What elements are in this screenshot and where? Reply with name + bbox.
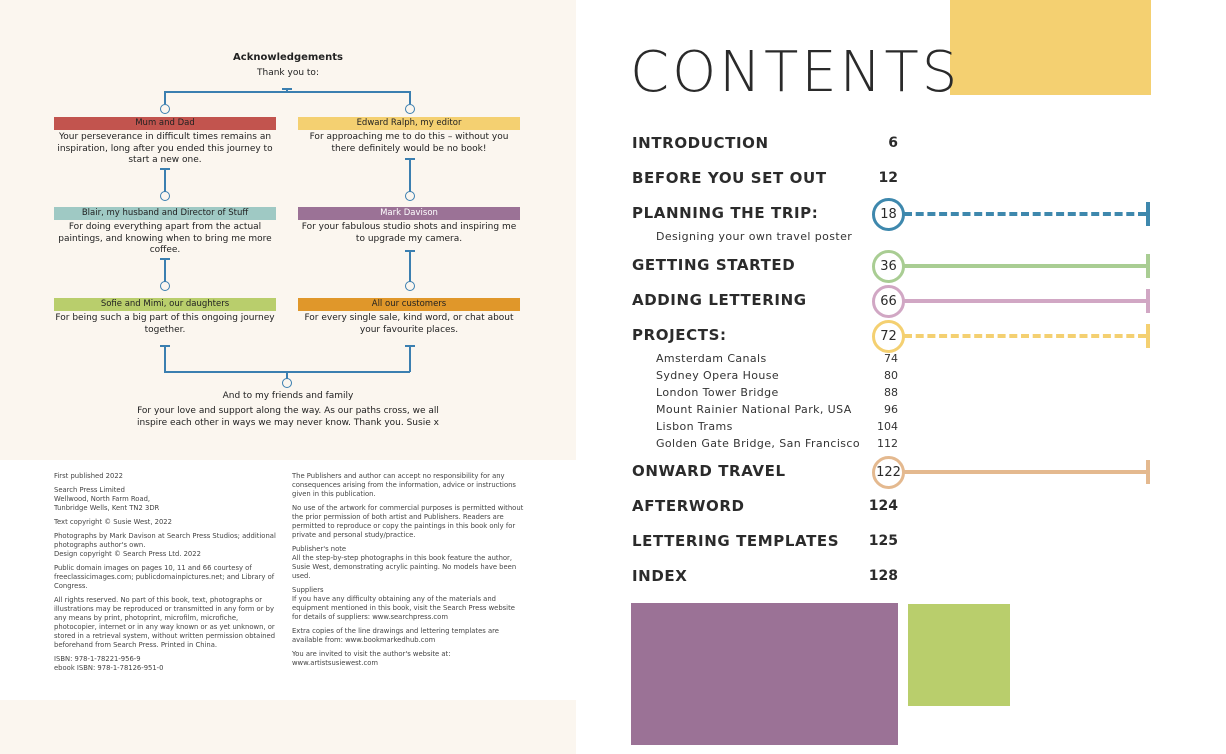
connector — [164, 345, 166, 372]
connector — [409, 345, 411, 372]
connector — [409, 91, 411, 104]
toc-entry-label: INDEX — [632, 567, 688, 585]
description-mum-and-dad: Your perseverance in difficult times remains an inspiration, long after you ended this journey to start a new one. — [57, 132, 273, 165]
toc-line-end-cap — [1146, 202, 1150, 226]
toc-line-end-cap — [1146, 324, 1150, 348]
green-decor-block — [908, 604, 1010, 706]
connector — [405, 158, 415, 160]
friends-family-title: And to my friends and family — [222, 391, 354, 401]
yellow-decor-block — [950, 0, 1151, 95]
imprint-paragraph: Public domain images on pages 10, 11 and 66 courtesy of freeclassicimages.com; publicdomainpictures.net; and Library of Congress. — [54, 564, 275, 590]
toc-sub-entry-label: London Tower Bridge — [656, 386, 779, 399]
node-dot — [405, 281, 415, 291]
connector — [160, 345, 170, 347]
imprint-paragraph: ISBN: 978-1-78221-956-9 ebook ISBN: 978-1-78126-951-0 — [54, 655, 164, 672]
toc-page-circle: 18 — [872, 198, 905, 231]
toc-connector-line — [904, 470, 1146, 474]
toc-entry-label: ONWARD TRAVEL — [632, 462, 786, 480]
node-dot — [160, 281, 170, 291]
description-edward-ralph: For approaching me to do this – without you there definitely would be no book! — [309, 132, 509, 154]
description-mark-davison: For your fabulous studio shots and inspiring me to upgrade my camera. — [301, 222, 517, 244]
connector — [160, 258, 170, 260]
imprint-paragraph: Text copyright © Susie West, 2022 — [54, 518, 172, 526]
toc-entry-label: PLANNING THE TRIP: — [632, 204, 819, 222]
toc-line-end-cap — [1146, 289, 1150, 313]
toc-sub-entry-page: 112 — [877, 437, 898, 450]
toc-entry-label: ADDING LETTERING — [632, 291, 807, 309]
toc-sub-entry-page: 88 — [884, 386, 898, 399]
imprint-paragraph: First published 2022 — [54, 472, 123, 480]
imprint-paragraph: All rights reserved. No part of this book, text, photographs or illustrations may be reproduced or transmitted in any form or by any means by print, photoprint, microfilm, microfiche, photocopier, internet or in any way known or as yet unknown, or stored in a retrieval system, without written permission obtained beforehand from Search Press. Printed in China. — [54, 596, 276, 649]
toc-page-circle: 122 — [872, 456, 905, 489]
connector — [164, 168, 166, 192]
connector — [405, 250, 415, 252]
toc-sub-entry-page: 96 — [884, 403, 898, 416]
node-dot — [405, 104, 415, 114]
toc-page-circle: 72 — [872, 320, 905, 353]
imprint-paragraph: Suppliers If you have any difficulty obtaining any of the materials and equipment mentioned in this book, visit the Search Press website for details of suppliers: www.searchpress.com — [292, 586, 515, 621]
imprint-paragraph: Publisher's note All the step-by-step photographs in this book feature the author, Susie West, demonstrating acrylic painting. No models have been used. — [292, 545, 517, 580]
description-all-customers: For every single sale, kind word, or chat about your favourite places. — [304, 313, 514, 335]
connector — [409, 158, 411, 192]
purple-decor-block — [631, 603, 898, 745]
imprint-paragraph: You are invited to visit the author's website at: www.artistsusiewest.com — [292, 650, 451, 667]
toc-sub-entry-label: Golden Gate Bridge, San Francisco — [656, 437, 860, 450]
name-box-sofie-and-mimi: Sofie and Mimi, our daughters — [54, 298, 276, 311]
toc-dashed-line — [904, 212, 1146, 216]
toc-line-end-cap — [1146, 460, 1150, 484]
toc-page-number: 128 — [868, 568, 898, 584]
contents-title: CONTENTS — [630, 40, 961, 105]
acknowledgements-title: Acknowledgements — [233, 52, 343, 63]
toc-page-circle: 36 — [872, 250, 905, 283]
toc-page-number: 6 — [888, 135, 898, 151]
imprint-left-column — [54, 472, 282, 678]
name-box-all-customers: All our customers — [298, 298, 520, 311]
node-dot — [160, 104, 170, 114]
toc-dashed-line — [904, 334, 1146, 338]
toc-entry-label: PROJECTS: — [632, 326, 727, 344]
toc-entry-label: LETTERING TEMPLATES — [632, 532, 840, 550]
toc-sub-entry-page: 80 — [884, 369, 898, 382]
imprint-paragraph: Photographs by Mark Davison at Search Press Studios; additional photographs author's own. Design copyright © Search Press Ltd. 2022 — [54, 532, 276, 558]
friends-family-text: For your love and support along the way. As our paths cross, we all inspire each other in ways we may never know. Thank you. Susie x — [137, 406, 439, 428]
connector — [409, 250, 411, 282]
toc-sub-entry-label: Amsterdam Canals — [656, 352, 767, 365]
toc-sub-entry-label: Sydney Opera House — [656, 369, 780, 382]
toc-sub-entry-label: Designing your own travel poster — [656, 230, 853, 243]
toc-entry-label: AFTERWORD — [632, 497, 745, 515]
connector — [164, 258, 166, 282]
name-box-mark-davison: Mark Davison — [298, 207, 520, 220]
name-box-edward-ralph: Edward Ralph, my editor — [298, 117, 520, 130]
toc-connector-line — [904, 264, 1146, 268]
connector — [405, 345, 415, 347]
acknowledgements-subtitle: Thank you to: — [257, 68, 319, 78]
node-dot — [282, 378, 292, 388]
connector — [160, 168, 170, 170]
imprint-paragraph: Search Press Limited Wellwood, North Farm Road, Tunbridge Wells, Kent TN2 3DR — [54, 486, 160, 512]
toc-connector-line — [904, 299, 1146, 303]
toc-entry-label: BEFORE YOU SET OUT — [632, 169, 827, 187]
toc-page-number: 125 — [868, 533, 898, 549]
toc-page-circle: 66 — [872, 285, 905, 318]
description-blair: For doing everything apart from the actual paintings, and knowing when to bring me more coffee. — [58, 222, 272, 255]
toc-entry-label: GETTING STARTED — [632, 256, 796, 274]
connector — [164, 91, 166, 104]
toc-page-number: 124 — [868, 498, 898, 514]
toc-entry-label: INTRODUCTION — [632, 134, 769, 152]
connector — [286, 88, 288, 92]
toc-sub-entry-label: Mount Rainier National Park, USA — [656, 403, 852, 416]
name-box-blair: Blair, my husband and Director of Stuff — [54, 207, 276, 220]
imprint-paragraph: Extra copies of the line drawings and lettering templates are available from: www.bookmarkedhub.com — [292, 627, 499, 644]
description-sofie-and-mimi: For being such a big part of this ongoing journey together. — [55, 313, 275, 335]
toc-line-end-cap — [1146, 254, 1150, 278]
toc-sub-entry-page: 74 — [884, 352, 898, 365]
toc-sub-entry-label: Lisbon Trams — [656, 420, 733, 433]
imprint-paragraph: No use of the artwork for commercial purposes is permitted without the prior permission of both artist and Publishers. Readers are permitted to reproduce or copy the paintings in this book only for private and personal study/practice. — [292, 504, 524, 539]
imprint-paragraph: The Publishers and author can accept no responsibility for any consequences arising from the information, advice or instructions given in this publication. — [292, 472, 516, 498]
toc-sub-entry-page: 104 — [877, 420, 898, 433]
node-dot — [405, 191, 415, 201]
imprint-right-column — [292, 472, 524, 673]
name-box-mum-and-dad: Mum and Dad — [54, 117, 276, 130]
node-dot — [160, 191, 170, 201]
toc-page-number: 12 — [878, 170, 898, 186]
